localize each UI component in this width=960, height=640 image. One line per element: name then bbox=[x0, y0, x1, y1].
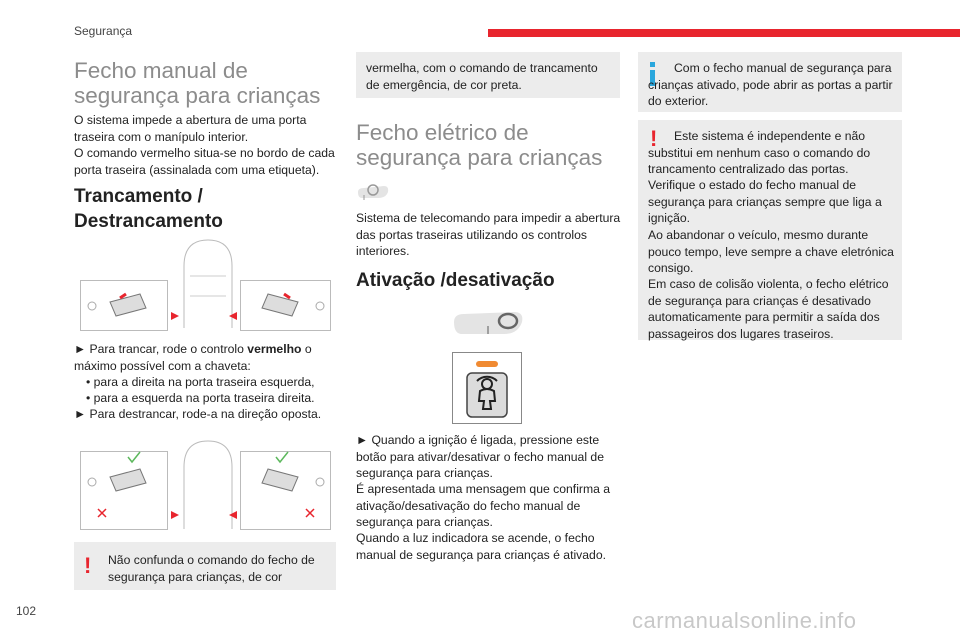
subtitle-lock-unlock: Trancamento / Destrancamento bbox=[74, 186, 223, 232]
warning-collision-text: Em caso de colisão violenta, o fecho elétrico de segurança para crianças é desativado automaticamente para permitir a saída dos passageiros dos lugares traseiros. bbox=[648, 277, 889, 341]
subtitle-activation: Ativação /desativação bbox=[356, 270, 555, 291]
dashboard-steering-icon bbox=[452, 306, 526, 340]
indicator-light-text: Quando a luz indicadora se acende, o fecho manual de segurança para crianças é ativado. bbox=[356, 531, 606, 562]
info-text: Com o fecho manual de segurança para crianças ativado, pode abrir as portas a partir do exterior. bbox=[648, 61, 893, 108]
warning-key-text: Ao abandonar o veículo, mesmo durante pouco tempo, leve sempre a chave eletrónica consigo. bbox=[648, 228, 894, 275]
unlock-instruction: ► Para destrancar, rode-a na direção oposta. bbox=[74, 407, 322, 421]
intro-text-2: O comando vermelho situa-se no bordo de cada porta traseira (assinalada com uma etiqueta). bbox=[74, 146, 335, 177]
bullet-right-door: • para a esquerda na porta traseira direita. bbox=[86, 391, 315, 405]
child-lock-button-icon bbox=[453, 353, 521, 423]
title-electric-child-lock: Fecho elétrico de segurança para crianças bbox=[356, 120, 603, 170]
child-lock-diagram-unlock bbox=[80, 437, 336, 532]
bullet-left-door: • para a direita na porta traseira esquerda, bbox=[86, 375, 315, 389]
warning-note-continued bbox=[356, 52, 620, 98]
warning-text-continued: vermelha, com o comando de trancamento de emergência, de cor preta. bbox=[366, 61, 598, 92]
warning-check-text: Verifique o estado do fecho manual de segurança para crianças sempre que liga a ignição. bbox=[648, 178, 882, 225]
section-color-bar bbox=[488, 29, 960, 37]
child-lock-diagram-lock bbox=[80, 236, 336, 332]
activation-instruction: ► Quando a ignição é ligada, pressione este botão para ativar/desativar o fecho manual de segurança para crianças. bbox=[356, 433, 604, 480]
warning-note-confusion bbox=[74, 542, 336, 590]
warning-independent-text: Este sistema é independente e não substitui em nenhum caso o comando do trancamento centralizado das portas. bbox=[648, 129, 871, 176]
confirmation-message-text: É apresentada uma mensagem que confirma a ativação/desativação do fecho manual de segurança para crianças. bbox=[356, 482, 611, 529]
section-label: Segurança bbox=[74, 24, 133, 38]
intro-text-1: O sistema impede a abertura de uma porta traseira com o manípulo interior. bbox=[74, 113, 307, 144]
lock-instruction: ► Para trancar, rode o controlo vermelho o máximo possível com a chaveta: bbox=[74, 342, 312, 373]
exclamation-icon: ! bbox=[650, 126, 658, 151]
title-manual-child-lock: Fecho manual de segurança para crianças bbox=[74, 58, 321, 108]
info-note bbox=[638, 52, 902, 112]
child-lock-button[interactable] bbox=[452, 352, 522, 424]
warning-note-system bbox=[638, 120, 902, 340]
page-number: 102 bbox=[16, 604, 37, 618]
electric-intro: Sistema de telecomando para impedir a abertura das portas traseiras utilizando os controlos interiores. bbox=[356, 211, 621, 258]
watermark: carmanualsonline.info bbox=[632, 608, 857, 633]
warning-text: Não confunda o comando do fecho de segurança para crianças, de cor bbox=[108, 553, 315, 584]
steering-wheel-icon bbox=[356, 178, 390, 202]
exclamation-icon: ! bbox=[84, 553, 92, 578]
